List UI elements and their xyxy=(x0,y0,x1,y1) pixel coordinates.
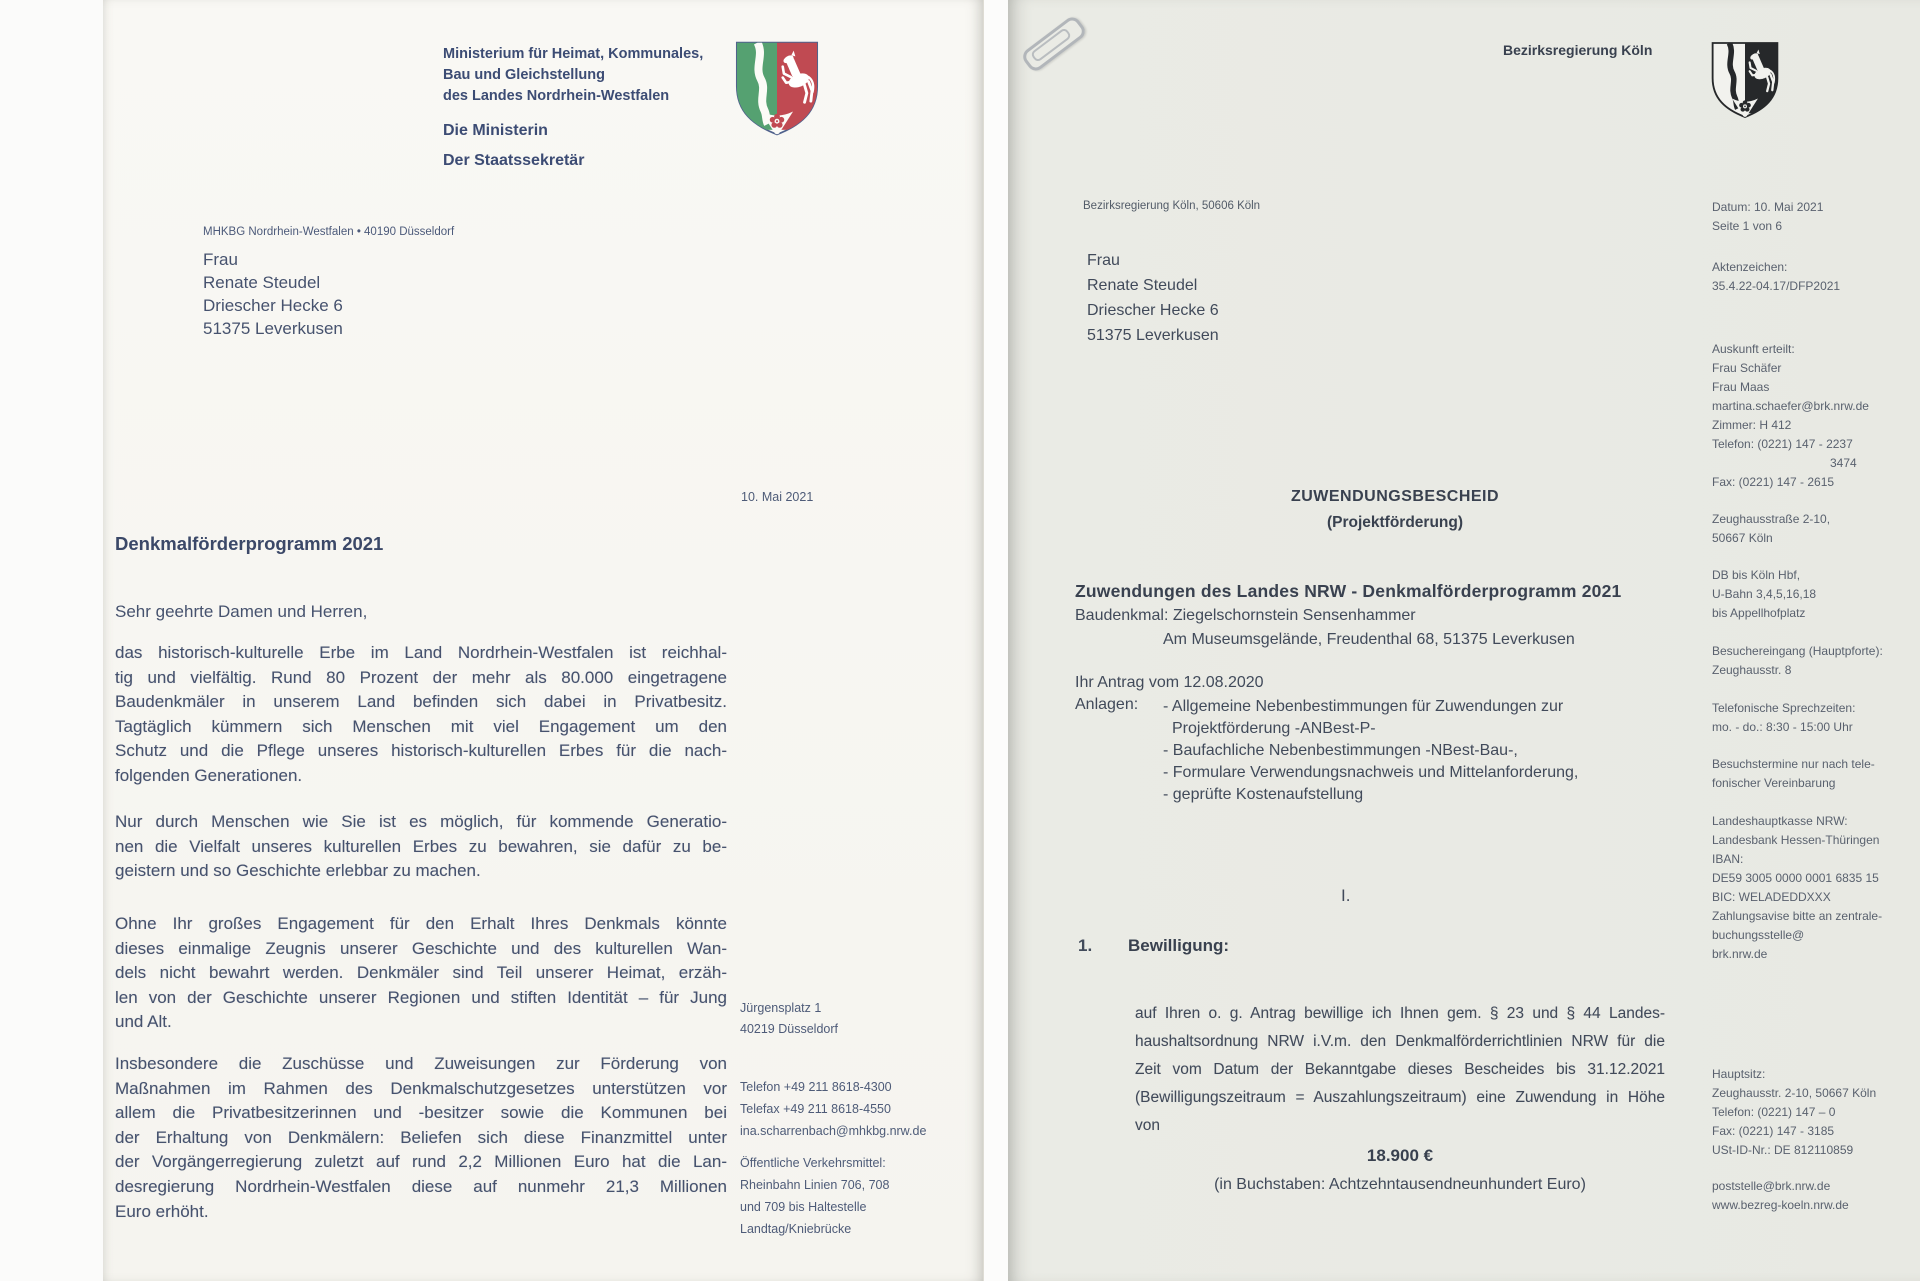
recipient-address: Frau Renate Steudel Driescher Hecke 6 51375 Leverkusen xyxy=(203,250,343,338)
sidebar-phone-hours: Telefonische Sprechzeiten: mo. - do.: 8:30 - 15:00 Uhr xyxy=(1712,701,1856,734)
sender-return-line: MHKBG Nordrhein-Westfalen • 40190 Düsseldorf xyxy=(203,226,455,238)
office-contact-block: Telefon +49 211 8618-4300 Telefax +49 211 8618-4550 ina.scharrenbach@mhkbg.nrw.de xyxy=(740,1080,927,1138)
office-address-block: Jürgensplatz 1 40219 Düsseldorf xyxy=(740,1001,838,1036)
grant-amount: 18.900 € xyxy=(1366,1146,1434,1165)
sidebar-transit-info: DB bis Köln Hbf, U-Bahn 3,4,5,16,18 bis Appellhofplatz xyxy=(1712,568,1817,620)
nrw-coat-of-arms-color-icon xyxy=(731,38,823,139)
nrw-coat-of-arms-mono-icon xyxy=(1708,38,1782,122)
document-subtitle: (Projektförderung) xyxy=(1326,514,1464,531)
item-title: Bewilligung: xyxy=(1128,936,1230,955)
document-title: ZUWENDUNGSBESCHEID xyxy=(1290,488,1500,505)
body-paragraph-4: Insbesondere die Zuschüsse und Zuweisungen zur Förderung von Maßnahmen im Rahmen des Denkmalschutzgesetzes unterstützen vor allem die Privatbesitzerinnen und -besitzer sowie die Kommunen bei der Erhaltung von Denkmälern: Beliefen sich diese Finanzmittel unter der Vorgängerregierung zuletzt auf rund 2,2 Millionen Euro hat die Lan- desregierung Nordrhein-Westfalen diese auf nunmehr 21,3 Millionen Euro erhöht. xyxy=(115,1054,727,1221)
subject-heading: Denkmalförderprogramm 2021 xyxy=(115,533,384,554)
sidebar-headquarters: Hauptsitz: Zeughausstr. 2-10, 50667 Köln Telefon: (0221) 147 – 0 Fax: (0221) 147 - 3185 USt-ID-Nr.: DE 812110859 xyxy=(1712,1067,1877,1157)
right-page xyxy=(1008,0,1920,1281)
sidebar-street-address: Zeughausstraße 2-10, 50667 Köln xyxy=(1712,512,1831,545)
left-page xyxy=(103,0,983,1281)
body-paragraph-1: das historisch-kulturelle Erbe im Land Nordrhein-Westfalen ist reichhal- tig und vielfältig. Rund 80 Prozent der mehr als 80.000 eingetragene Baudenkmäler in unserem Land befinden sich dabei in Privatbesitz. Tagtäglich kümmern sich Menschen mit viel Engagement um den Schutz und die Pflege unseres historisch-kulturellen Erbes für die nach- folgenden Generationen. xyxy=(115,643,727,785)
recipient-address-wrap xyxy=(100,248,343,340)
authority-sender-line: Bezirksregierung Köln, 50606 Köln xyxy=(1083,200,1261,212)
sidebar-online-contact: poststelle@brk.nrw.de www.bezreg-koeln.nrw.de xyxy=(1712,1179,1849,1212)
item-number: 1. xyxy=(1078,936,1093,955)
grant-subject-address: Am Museumsgelände, Freudenthal 68, 51375 Leverkusen xyxy=(1163,631,1575,648)
grant-subject-monument: Baudenkmal: Ziegelschornstein Sensenhammer xyxy=(1075,607,1416,624)
ministry-letterhead: Ministerium für Heimat, Kommunales, Bau und Gleichstellung des Landes Nordrhein-Westfalen xyxy=(443,46,704,104)
sidebar-contact-info: Auskunft erteilt: Frau Schäfer Frau Maas martina.schaefer@brk.nrw.de Zimmer: H 412 Telefon: (0221) 147 - 2237 3474 Fax: (0221) 147 - 2615 xyxy=(1712,342,1869,489)
sidebar-bank-details: Landeshauptkasse NRW: Landesbank Hessen-Thüringen IBAN: DE59 3005 0000 0001 6835 15 BIC: WELADEDDXXX Zahlungsavise bitte an zentrale- buchungsstelle@ brk.nrw.de xyxy=(1712,814,1883,961)
grant-paragraph: auf Ihren o. g. Antrag bewillige ich Ihnen gem. § 23 und § 44 Landes- haushaltsordnung NRW i.V.m. den Denkmalförderrichtlinien NRW für die Zeit vom Datum der Bekanntgabe dieses Bescheides bis 31.12.2021 (Bewilligungszeitraum = Auszahlungszeitraum) eine Zuwendung in Höhe von xyxy=(1135,1005,1665,1134)
state-secretary-role-line: Der Staatssekretär xyxy=(443,152,585,169)
salutation: Sehr geehrte Damen und Herren, xyxy=(115,602,368,621)
grant-amount-words: (in Buchstaben: Achtzehntausendneunhundert Euro) xyxy=(1214,1176,1586,1193)
sidebar-file-number: Aktenzeichen: 35.4.22-04.17/DFP2021 xyxy=(1712,260,1841,293)
letter-date: 10. Mai 2021 xyxy=(741,490,814,504)
sidebar-visitor-entrance: Besuchereingang (Hauptpforte): Zeughausstr. 8 xyxy=(1712,644,1883,677)
recipient-address: Frau Renate Steudel Driescher Hecke 6 51375 Leverkusen xyxy=(1087,252,1219,344)
sidebar-date-page: Datum: 10. Mai 2021 Seite 1 von 6 xyxy=(1712,200,1824,233)
application-date-line: Ihr Antrag vom 12.08.2020 xyxy=(1075,674,1264,691)
attachments-list: - Allgemeine Nebenbestimmungen für Zuwendungen zur Projektförderung -ANBest-P- - Baufachliche Nebenbestimmungen -NBest-Bau-, - Formulare Verwendungsnachweis und Mittelanforderung, - geprüfte Kostenaufstellung xyxy=(1163,698,1579,803)
page-edge-gap xyxy=(983,0,1009,1281)
section-numeral: I. xyxy=(1341,886,1351,905)
body-paragraph-2: Nur durch Menschen wie Sie ist es möglich, für kommende Generatio- nen die Vielfalt unseres kulturellen Erbes zu bewahren, sie dafür zu be- geistern und so Geschichte erlebbar zu machen. xyxy=(115,812,727,881)
minister-role-line: Die Ministerin xyxy=(443,122,548,139)
body-paragraph-3: Ohne Ihr großes Engagement für den Erhalt Ihres Denkmals könnte dieses einmalige Zeugnis unserer Geschichte und des kulturellen Wan- dels nicht bewahrt werden. Denkmäler sind Teil unserer Heimat, erzäh- len von der Geschichte unserer Regionen und stiften Identität – für Jung und Alt. xyxy=(115,914,727,1032)
attachments-label: Anlagen: xyxy=(1075,696,1139,713)
sidebar-appointments-note: Besuchstermine nur nach tele- fonischer Vereinbarung xyxy=(1712,757,1875,790)
grant-subject-bold: Zuwendungen des Landes NRW - Denkmalförderprogramm 2021 xyxy=(1075,581,1622,601)
office-transport-block: Öffentliche Verkehrsmittel: Rheinbahn Linien 706, 708 und 709 bis Haltestelle Landtag/Kniebrücke xyxy=(740,1156,890,1236)
authority-header: Bezirksregierung Köln xyxy=(1503,42,1653,58)
sender-return-line-wrap xyxy=(100,226,454,238)
